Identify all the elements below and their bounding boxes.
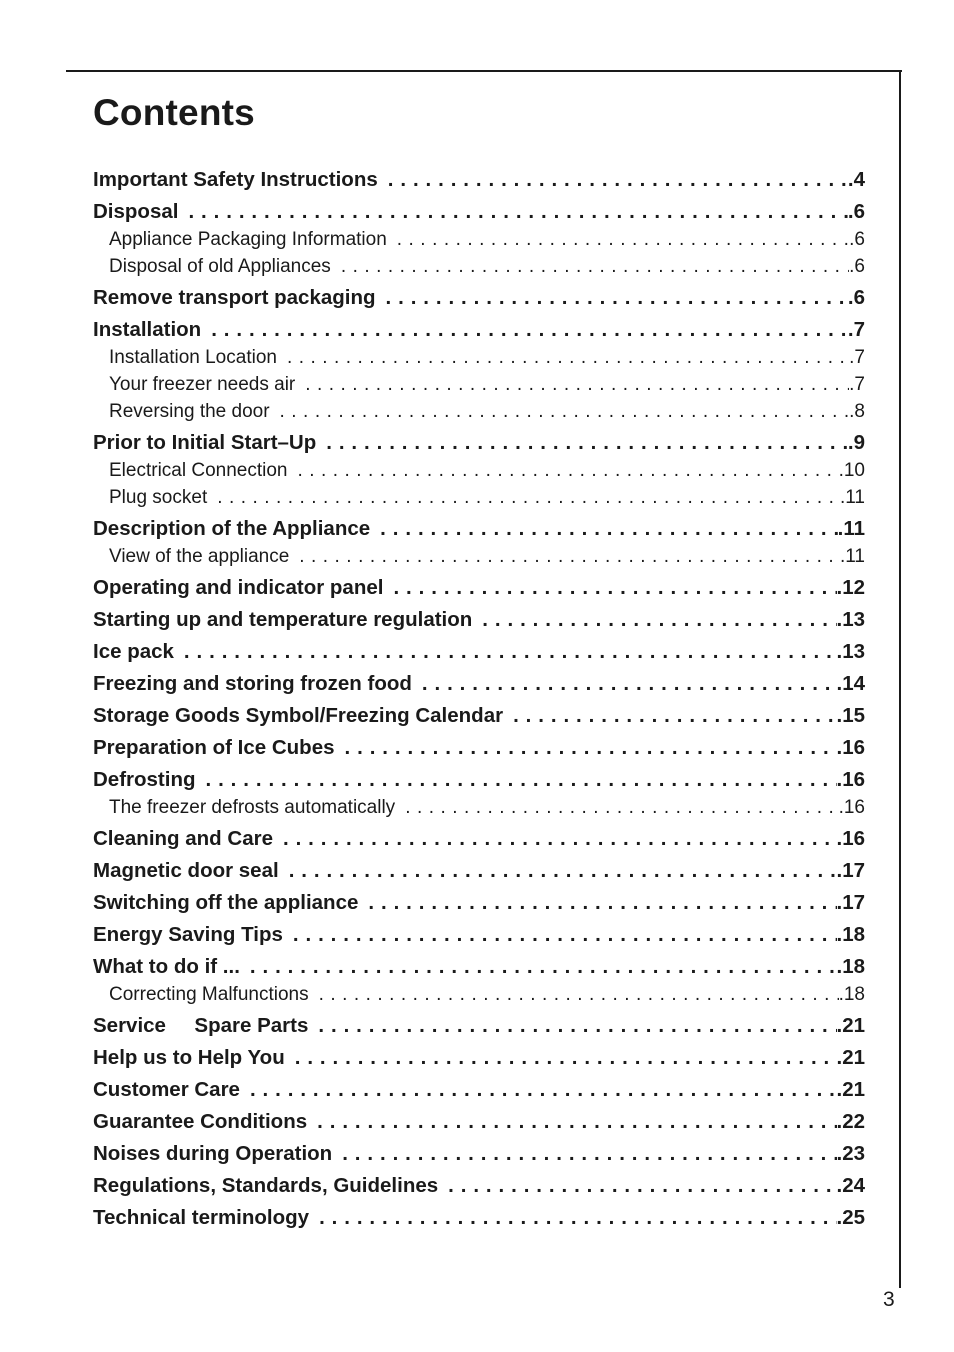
- toc-entry-label: Installation Location: [109, 347, 277, 368]
- toc-subentry[interactable]: [93, 253, 865, 280]
- toc-entry-label: Reversing the door: [109, 401, 270, 422]
- toc-entry[interactable]: [93, 952, 865, 981]
- toc-subentry[interactable]: [93, 371, 865, 398]
- toc-entry-page: .24: [836, 1174, 865, 1197]
- toc-entry-page: .18: [836, 955, 865, 978]
- dot-leader: [295, 1043, 837, 1072]
- toc-entry-label: Starting up and temperature regulation: [93, 608, 473, 631]
- toc-subentry[interactable]: [93, 794, 865, 821]
- table-of-contents: [93, 162, 865, 1232]
- toc-entry-label: The freezer defrosts automatically: [109, 797, 396, 818]
- toc-entry-label: Appliance Packaging Information: [109, 229, 387, 250]
- toc-entry-page: .6: [849, 256, 865, 277]
- toc-entry-label: Help us to Help You: [93, 1046, 285, 1069]
- toc-entry[interactable]: [93, 1139, 865, 1168]
- toc-entry-page: .12: [836, 576, 865, 599]
- toc-entry[interactable]: [93, 165, 865, 194]
- toc-entry-page: .8: [849, 401, 865, 422]
- dot-leader: [293, 920, 837, 949]
- toc-entry[interactable]: [93, 605, 865, 634]
- toc-entry-page: .14: [836, 672, 865, 695]
- dot-leader: [345, 733, 837, 762]
- toc-subentry[interactable]: [93, 344, 865, 371]
- dot-leader: [448, 1171, 836, 1200]
- toc-entry-label: Preparation of Ice Cubes: [93, 736, 335, 759]
- toc-entry-page: .16: [838, 797, 865, 818]
- page-number: 3: [883, 1288, 895, 1311]
- toc-entry-page: .25: [836, 1206, 865, 1229]
- toc-entry-page: .7: [849, 374, 865, 395]
- dot-leader: [317, 1107, 836, 1136]
- dot-leader: [368, 888, 836, 917]
- toc-entry-page: .22: [836, 1110, 865, 1133]
- toc-entry[interactable]: [93, 197, 865, 226]
- dot-leader: [287, 344, 849, 371]
- dot-leader: [217, 484, 840, 511]
- toc-entry[interactable]: [93, 1075, 865, 1104]
- toc-entry[interactable]: [93, 1107, 865, 1136]
- toc-entry[interactable]: [93, 733, 865, 762]
- toc-entry-label: Noises during Operation: [93, 1142, 333, 1165]
- toc-subentry[interactable]: [93, 484, 865, 511]
- toc-subentry[interactable]: [93, 226, 865, 253]
- dot-leader: [319, 981, 839, 1008]
- toc-entry-label: Magnetic door seal: [93, 859, 279, 882]
- right-margin-rule: [899, 70, 901, 1288]
- toc-entry-page: .17: [836, 859, 865, 882]
- dot-leader: [319, 1203, 836, 1232]
- toc-entry[interactable]: [93, 283, 865, 312]
- toc-entry-page: .15: [836, 704, 865, 727]
- toc-entry-page: .7: [849, 347, 865, 368]
- toc-entry-label: What to do if ...: [93, 955, 240, 978]
- toc-entry[interactable]: [93, 1043, 865, 1072]
- toc-entry[interactable]: [93, 514, 865, 543]
- toc-entry-page: .13: [836, 608, 865, 631]
- toc-entry-page: .21: [836, 1078, 865, 1101]
- toc-entry[interactable]: [93, 637, 865, 666]
- toc-entry-label: Guarantee Conditions: [93, 1110, 308, 1133]
- toc-entry[interactable]: [93, 888, 865, 917]
- toc-entry-label: Customer Care: [93, 1078, 240, 1101]
- page-title: Contents: [93, 92, 255, 133]
- toc-entry-page: .21: [836, 1014, 865, 1037]
- dot-leader: [305, 371, 849, 398]
- dot-leader: [513, 701, 836, 730]
- toc-entry-label: View of the appliance: [109, 546, 290, 567]
- toc-entry-label: Defrosting: [93, 768, 196, 791]
- dot-leader: [380, 514, 837, 543]
- toc-entry-label: Your freezer needs air: [109, 374, 296, 395]
- toc-entry-page: .7: [847, 318, 865, 341]
- toc-entry-label: Disposal: [93, 200, 179, 223]
- toc-entry[interactable]: [93, 1011, 865, 1040]
- dot-leader: [342, 1139, 836, 1168]
- toc-entry[interactable]: [93, 573, 865, 602]
- toc-entry-page: .11: [839, 546, 865, 567]
- toc-entry-label: Storage Goods Symbol/Freezing Calendar: [93, 704, 504, 727]
- dot-leader: [250, 1075, 837, 1104]
- toc-entry-label: Energy Saving Tips: [93, 923, 283, 946]
- dot-leader: [341, 253, 849, 280]
- dot-leader: [386, 283, 848, 312]
- toc-entry-page: .18: [836, 923, 865, 946]
- toc-entry-page: .17: [836, 891, 865, 914]
- toc-entry-label: Correcting Malfunctions: [109, 984, 309, 1005]
- dot-leader: [393, 573, 836, 602]
- dot-leader: [297, 457, 838, 484]
- dot-leader: [422, 669, 837, 698]
- toc-entry-label: Operating and indicator panel: [93, 576, 384, 599]
- toc-entry[interactable]: [93, 856, 865, 885]
- dot-leader: [211, 315, 848, 344]
- toc-entry-page: .21: [836, 1046, 865, 1069]
- dot-leader: [397, 226, 849, 253]
- dot-leader: [318, 1011, 836, 1040]
- toc-entry-label: Installation: [93, 318, 202, 341]
- toc-entry-label: Service Spare Parts: [93, 1014, 309, 1037]
- toc-entry-page: .13: [836, 640, 865, 663]
- dot-leader: [326, 428, 848, 457]
- dot-leader: [289, 856, 837, 885]
- dot-leader: [482, 605, 836, 634]
- toc-entry-page: .6: [849, 229, 865, 250]
- toc-entry[interactable]: [93, 1203, 865, 1232]
- toc-entry-page: .16: [836, 768, 865, 791]
- toc-subentry[interactable]: [93, 398, 865, 425]
- toc-entry-label: Plug socket: [109, 487, 208, 508]
- toc-entry[interactable]: [93, 765, 865, 794]
- toc-entry-page: .9: [847, 431, 865, 454]
- toc-entry[interactable]: [93, 701, 865, 730]
- toc-entry-page: .16: [836, 827, 865, 850]
- dot-leader: [250, 952, 837, 981]
- toc-entry[interactable]: [93, 315, 865, 344]
- toc-entry-label: Important Safety Instructions: [93, 168, 378, 191]
- toc-entry-label: Technical terminology: [93, 1206, 310, 1229]
- toc-entry-page: .6: [847, 200, 865, 223]
- dot-leader: [299, 543, 840, 570]
- toc-subentry[interactable]: [93, 543, 865, 570]
- dot-leader: [405, 794, 838, 821]
- toc-entry-page: .23: [836, 1142, 865, 1165]
- toc-entry-label: Disposal of old Appliances: [109, 256, 331, 277]
- dot-leader: [188, 197, 847, 226]
- toc-entry[interactable]: [93, 824, 865, 853]
- toc-entry-page: .11: [839, 487, 865, 508]
- dot-leader: [280, 398, 850, 425]
- toc-entry-page: .16: [836, 736, 865, 759]
- toc-entry-page: .18: [838, 984, 865, 1005]
- toc-entry[interactable]: [93, 920, 865, 949]
- dot-leader: [206, 765, 837, 794]
- dot-leader: [388, 165, 848, 194]
- toc-entry[interactable]: [93, 1171, 865, 1200]
- toc-entry-label: Prior to Initial Start–Up: [93, 431, 317, 454]
- toc-entry-label: Cleaning and Care: [93, 827, 273, 850]
- toc-entry-label: Electrical Connection: [109, 460, 288, 481]
- toc-entry-label: Description of the Appliance: [93, 517, 371, 540]
- toc-entry-label: Freezing and storing frozen food: [93, 672, 412, 695]
- toc-subentry[interactable]: [93, 457, 865, 484]
- toc-entry-label: Remove transport packaging: [93, 286, 376, 309]
- toc-entry-page: .6: [847, 286, 865, 309]
- dot-leader: [283, 824, 837, 853]
- toc-entry[interactable]: [93, 428, 865, 457]
- toc-entry-page: .11: [837, 517, 865, 540]
- toc-entry-label: Ice pack: [93, 640, 174, 663]
- toc-entry-page: .4: [847, 168, 865, 191]
- toc-entry-label: Regulations, Standards, Guidelines: [93, 1174, 439, 1197]
- toc-subentry[interactable]: [93, 981, 865, 1008]
- toc-entry-label: Switching off the appliance: [93, 891, 359, 914]
- toc-entry-page: .10: [838, 460, 865, 481]
- toc-entry[interactable]: [93, 669, 865, 698]
- dot-leader: [184, 637, 837, 666]
- top-rule: [66, 70, 902, 72]
